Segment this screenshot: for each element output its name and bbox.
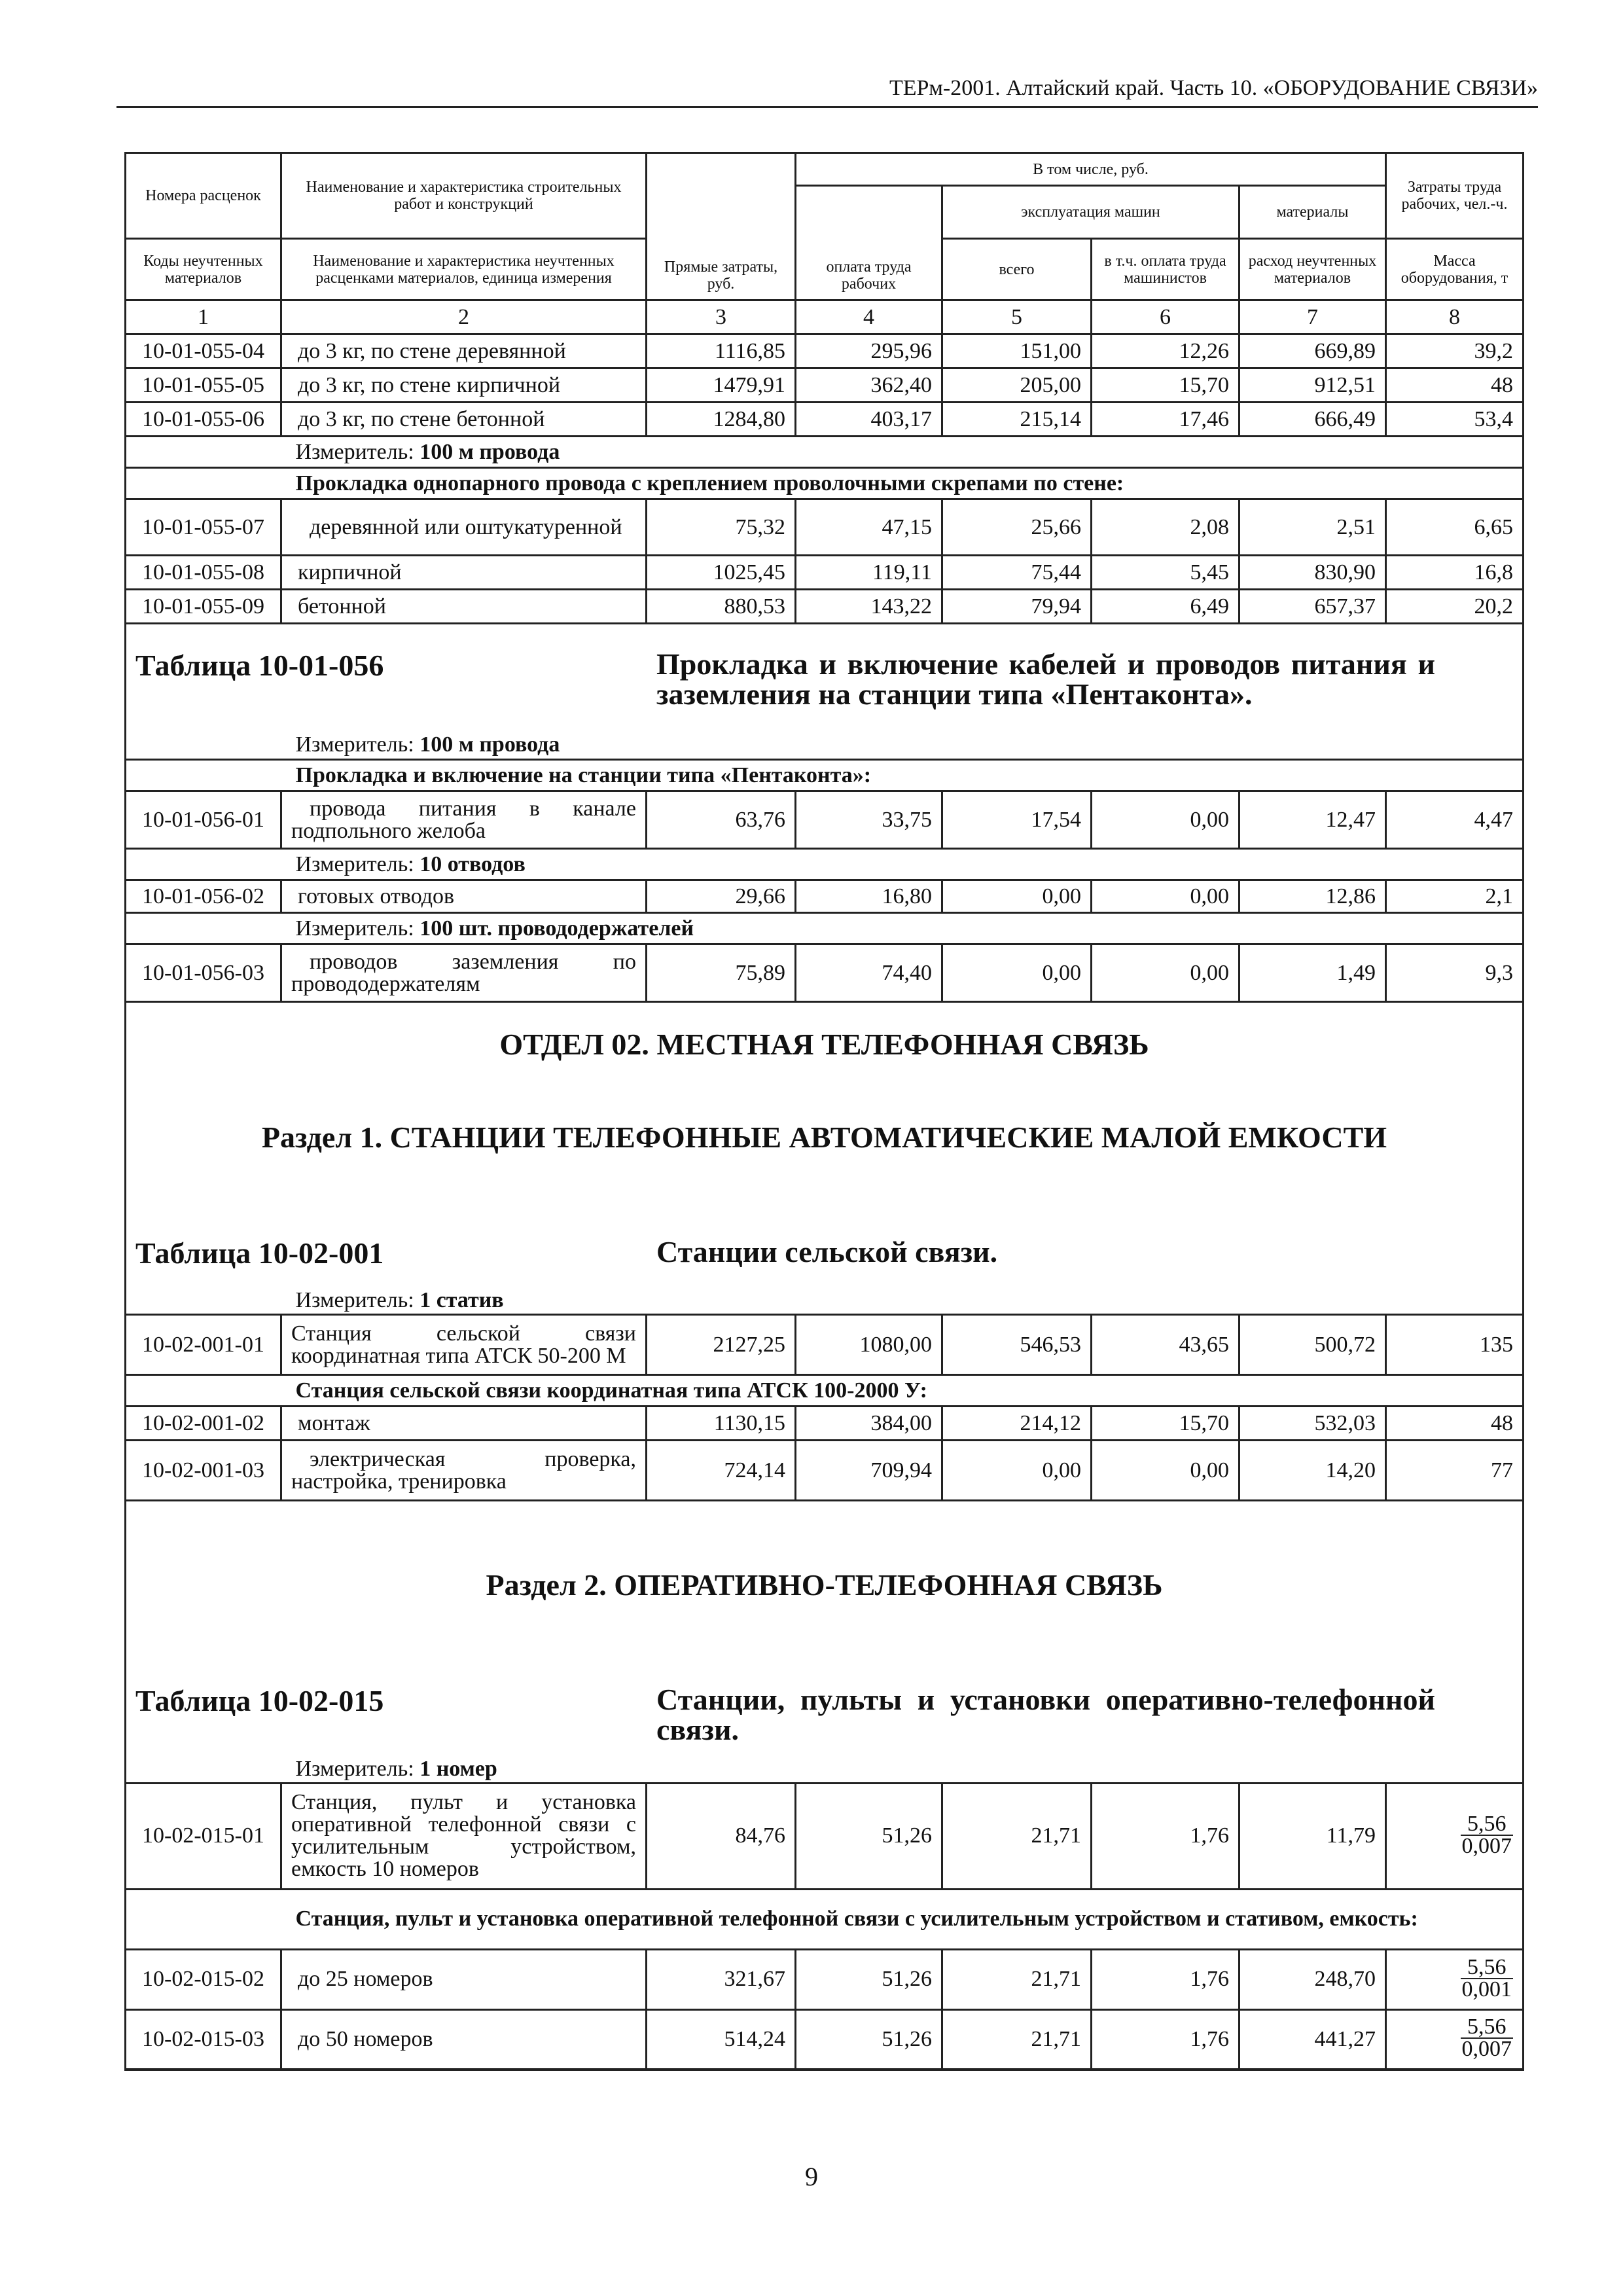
machines-total: 21,71	[942, 1783, 1092, 1889]
machinists-pay: 1,76	[1092, 1949, 1240, 2009]
table-row	[126, 556, 1524, 590]
labor-hours: 5,56	[1461, 2017, 1514, 2039]
labor-pay: 1080,00	[796, 1315, 942, 1375]
materials: 11,79	[1240, 1783, 1386, 1889]
rate-code: 10-02-015-01	[126, 1783, 281, 1889]
col-number: 8	[1386, 300, 1524, 334]
direct-cost: 1479,91	[647, 368, 796, 403]
table-row	[126, 1949, 1524, 2009]
machinists-pay: 15,70	[1092, 1407, 1240, 1441]
col-header-machines: эксплуатация машин	[942, 186, 1240, 239]
direct-cost: 75,32	[647, 499, 796, 556]
col-header-name2: Наименование и характеристика неучтенных расценками материалов, единица измерения	[281, 239, 647, 300]
table-row	[126, 1441, 1524, 1501]
price-table	[124, 152, 1524, 2071]
section-heading-cell	[126, 1501, 1524, 1757]
direct-cost: 84,76	[647, 1783, 796, 1889]
table-row	[126, 334, 1524, 368]
labor-hours: 4,47	[1386, 791, 1524, 849]
group-row	[126, 468, 1524, 499]
table-row	[126, 403, 1524, 437]
meter-row	[126, 913, 1524, 944]
table-row	[126, 791, 1524, 849]
machinists-pay: 0,00	[1092, 791, 1240, 849]
machinists-pay: 0,00	[1092, 944, 1240, 1002]
machinists-pay: 12,26	[1092, 334, 1240, 368]
empty-cell	[126, 913, 281, 944]
empty-cell	[126, 468, 281, 499]
rate-name: Станция сельской связи координатная типа АТСК 50-200 М	[281, 1315, 647, 1375]
machines-total: 17,54	[942, 791, 1092, 849]
machinists-pay: 5,45	[1092, 556, 1240, 590]
meter-value: 1 номер	[419, 1757, 497, 1782]
direct-cost: 1284,80	[647, 403, 796, 437]
group-row	[126, 760, 1524, 791]
rate-code: 10-01-056-03	[126, 944, 281, 1002]
rate-name: до 50 номеров	[281, 2009, 647, 2070]
col-header-labor: оплата труда рабочих	[796, 186, 942, 300]
rate-code: 10-01-056-01	[126, 791, 281, 849]
meter-row	[126, 1287, 1524, 1315]
rate-code: 10-01-055-06	[126, 403, 281, 437]
rate-code: 10-02-015-03	[126, 2009, 281, 2070]
meter-row	[126, 849, 1524, 880]
rate-name: электрическая проверка, настройка, тренировка	[281, 1441, 647, 1501]
col-header-mass: Масса оборудования, т	[1386, 239, 1524, 300]
rate-name: кирпичной	[281, 556, 647, 590]
labor-pay: 74,40	[796, 944, 942, 1002]
labor-hours: 5,56	[1461, 1957, 1514, 1979]
materials: 14,20	[1240, 1441, 1386, 1501]
rate-code: 10-02-001-01	[126, 1315, 281, 1375]
machines-total: 214,12	[942, 1407, 1092, 1441]
meter-row	[126, 1757, 1524, 1783]
meter-text	[281, 437, 1524, 468]
empty-cell	[126, 437, 281, 468]
rate-code: 10-01-055-08	[126, 556, 281, 590]
rate-name: провода питания в канале подпольного желоба	[281, 791, 647, 849]
direct-cost: 880,53	[647, 590, 796, 624]
empty-cell	[126, 760, 281, 791]
machines-total: 0,00	[942, 880, 1092, 913]
table-heading-cell	[126, 624, 1524, 731]
rate-name: до 3 кг, по стене кирпичной	[281, 368, 647, 403]
meter-text	[281, 731, 1524, 760]
empty-cell	[126, 731, 281, 760]
rate-name: до 25 номеров	[281, 1949, 647, 2009]
rate-name: монтаж	[281, 1407, 647, 1441]
materials: 666,49	[1240, 403, 1386, 437]
labor-hours: 48	[1386, 1407, 1524, 1441]
empty-cell	[126, 1889, 281, 1949]
group-heading: Прокладка и включение на станции типа «Пентаконта»:	[281, 760, 1524, 791]
col-header-total: всего	[942, 239, 1092, 300]
meter-label: Измеритель:	[295, 1287, 414, 1312]
group-heading: Станция сельской связи координатная типа АТСК 100-2000 У:	[281, 1375, 1524, 1407]
rate-code: 10-02-001-03	[126, 1441, 281, 1501]
direct-cost: 514,24	[647, 2009, 796, 2070]
col-header-labor-cost: Затраты труда рабочих, чел.-ч.	[1386, 153, 1524, 239]
direct-cost: 724,14	[647, 1441, 796, 1501]
machines-total: 25,66	[942, 499, 1092, 556]
labor-hours: 77	[1386, 1441, 1524, 1501]
labor-mass-fraction	[1386, 1949, 1524, 2009]
empty-cell	[126, 1287, 281, 1315]
table-row	[126, 368, 1524, 403]
col-number: 2	[281, 300, 647, 334]
labor-pay: 47,15	[796, 499, 942, 556]
labor-hours: 5,56	[1461, 1814, 1514, 1836]
table-title: Станции, пульты и установки оперативно-телефонной связи.	[656, 1683, 1435, 1746]
labor-pay: 51,26	[796, 2009, 942, 2070]
equipment-mass: 0,001	[1461, 1977, 1512, 2001]
materials: 12,47	[1240, 791, 1386, 849]
rate-code: 10-02-001-02	[126, 1407, 281, 1441]
rate-code: 10-01-055-07	[126, 499, 281, 556]
group-row	[126, 1889, 1524, 1949]
equipment-mass: 0,007	[1461, 1833, 1512, 1858]
direct-cost: 321,67	[647, 1949, 796, 2009]
col-header-code: Номера расценок	[126, 153, 281, 239]
meter-value: 100 м провода	[419, 732, 560, 757]
machinists-pay: 15,70	[1092, 368, 1240, 403]
rate-code: 10-01-056-02	[126, 880, 281, 913]
table-heading	[135, 1237, 1513, 1276]
labor-pay: 709,94	[796, 1441, 942, 1501]
rate-name: Станция, пульт и установка оперативной телефонной связи с усилительным устройством, емкость 10 номеров	[281, 1783, 647, 1889]
machines-total: 151,00	[942, 334, 1092, 368]
table-row	[126, 590, 1524, 624]
machines-total: 546,53	[942, 1315, 1092, 1375]
group-heading: Прокладка однопарного провода с креплением проволочными скрепами по стене:	[281, 468, 1524, 499]
fraction	[1461, 1811, 1514, 1858]
rate-name: проводов заземления по провододержателям	[281, 944, 647, 1002]
page-number: 9	[805, 2162, 818, 2191]
direct-cost: 29,66	[647, 880, 796, 913]
machines-total: 21,71	[942, 1949, 1092, 2009]
materials: 830,90	[1240, 556, 1386, 590]
table-row	[126, 1407, 1524, 1441]
machines-total: 215,14	[942, 403, 1092, 437]
meter-text	[281, 1287, 1524, 1315]
machines-total: 205,00	[942, 368, 1092, 403]
meter-label: Измеритель:	[295, 916, 414, 941]
col-header-incl: В том числе, руб.	[796, 153, 1386, 186]
direct-cost: 1130,15	[647, 1407, 796, 1441]
col-number: 3	[647, 300, 796, 334]
table-heading	[135, 1685, 1513, 1757]
meter-row	[126, 437, 1524, 468]
col-header-unaccounted: расход неучтенных материалов	[1240, 239, 1386, 300]
empty-cell	[126, 849, 281, 880]
rate-name: деревянной или оштукатуренной	[281, 499, 647, 556]
col-header-materials: материалы	[1240, 186, 1386, 239]
table-heading-row	[126, 624, 1524, 731]
table-title: Станции сельской связи.	[656, 1235, 998, 1268]
rate-name: до 3 кг, по стене бетонной	[281, 403, 647, 437]
labor-pay: 33,75	[796, 791, 942, 849]
rate-code: 10-01-055-05	[126, 368, 281, 403]
labor-hours: 16,8	[1386, 556, 1524, 590]
machines-total: 21,71	[942, 2009, 1092, 2070]
equipment-mass: 0,007	[1461, 2037, 1512, 2062]
materials: 248,70	[1240, 1949, 1386, 2009]
group-row	[126, 1375, 1524, 1407]
rate-code: 10-01-055-04	[126, 334, 281, 368]
meter-value: 10 отводов	[419, 852, 526, 876]
meter-label: Измеритель:	[295, 1757, 414, 1782]
fraction	[1461, 2017, 1514, 2060]
direct-cost: 1025,45	[647, 556, 796, 590]
meter-row	[126, 731, 1524, 760]
meter-text	[281, 913, 1524, 944]
direct-cost: 63,76	[647, 791, 796, 849]
rate-code: 10-02-015-02	[126, 1949, 281, 2009]
table-row	[126, 944, 1524, 1002]
table-number: Таблица 10-02-001	[135, 1236, 384, 1270]
section-heading-row	[126, 1002, 1524, 1287]
section-heading-cell	[126, 1002, 1524, 1287]
section-heading-row	[126, 1501, 1524, 1757]
labor-pay: 384,00	[796, 1407, 942, 1441]
materials: 532,03	[1240, 1407, 1386, 1441]
machines-total: 75,44	[942, 556, 1092, 590]
materials: 12,86	[1240, 880, 1386, 913]
meter-text	[281, 1757, 1524, 1783]
direct-cost: 75,89	[647, 944, 796, 1002]
running-header: ТЕРм-2001. Алтайский край. Часть 10. «ОБОРУДОВАНИЕ СВЯЗИ»	[116, 73, 1538, 108]
table-title: Прокладка и включение кабелей и проводов питания и заземления на станции типа «Пентаконта».	[656, 647, 1435, 711]
labor-hours: 39,2	[1386, 334, 1524, 368]
labor-hours: 6,65	[1386, 499, 1524, 556]
materials: 500,72	[1240, 1315, 1386, 1375]
table-row	[126, 1783, 1524, 1889]
col-number: 6	[1092, 300, 1240, 334]
labor-hours: 2,1	[1386, 880, 1524, 913]
labor-mass-fraction	[1386, 2009, 1524, 2070]
table-row	[126, 1315, 1524, 1375]
labor-pay: 16,80	[796, 880, 942, 913]
table-row	[126, 880, 1524, 913]
rate-code: 10-01-055-09	[126, 590, 281, 624]
labor-hours: 135	[1386, 1315, 1524, 1375]
materials: 912,51	[1240, 368, 1386, 403]
labor-pay: 143,22	[796, 590, 942, 624]
materials: 1,49	[1240, 944, 1386, 1002]
materials: 657,37	[1240, 590, 1386, 624]
materials: 441,27	[1240, 2009, 1386, 2070]
labor-pay: 295,96	[796, 334, 942, 368]
labor-hours: 53,4	[1386, 403, 1524, 437]
col-number: 1	[126, 300, 281, 334]
machinists-pay: 0,00	[1092, 1441, 1240, 1501]
rate-name: готовых отводов	[281, 880, 647, 913]
meter-label: Измеритель:	[295, 732, 414, 757]
machinists-pay: 17,46	[1092, 403, 1240, 437]
table-number: Таблица 10-02-015	[135, 1684, 384, 1717]
col-number: 4	[796, 300, 942, 334]
meter-label: Измеритель:	[295, 439, 414, 464]
labor-hours: 48	[1386, 368, 1524, 403]
col-header-direct: Прямые затраты, руб.	[647, 153, 796, 300]
machinists-pay: 43,65	[1092, 1315, 1240, 1375]
empty-cell	[126, 1375, 281, 1407]
machines-total: 0,00	[942, 1441, 1092, 1501]
direct-cost: 1116,85	[647, 334, 796, 368]
machinists-pay: 1,76	[1092, 2009, 1240, 2070]
col-header-name: Наименование и характеристика строительных работ и конструкций	[281, 153, 647, 239]
meter-text	[281, 849, 1524, 880]
col-header-code2: Коды неучтенных материалов	[126, 239, 281, 300]
direct-cost: 2127,25	[647, 1315, 796, 1375]
col-header-machinists: в т.ч. оплата труда машинистов	[1092, 239, 1240, 300]
table-number: Таблица 10-01-056	[135, 649, 384, 682]
machines-total: 0,00	[942, 944, 1092, 1002]
section-title: Раздел 1. СТАНЦИИ ТЕЛЕФОННЫЕ АВТОМАТИЧЕСКИЕ МАЛОЙ ЕМКОСТИ	[261, 1121, 1387, 1154]
labor-mass-fraction	[1386, 1783, 1524, 1889]
table-row	[126, 2009, 1524, 2070]
machinists-pay: 6,49	[1092, 590, 1240, 624]
table-heading	[135, 649, 1513, 726]
rate-name: до 3 кг, по стене деревянной	[281, 334, 647, 368]
materials: 2,51	[1240, 499, 1386, 556]
machinists-pay: 1,76	[1092, 1783, 1240, 1889]
table-row	[126, 499, 1524, 556]
machinists-pay: 0,00	[1092, 880, 1240, 913]
materials: 669,89	[1240, 334, 1386, 368]
labor-pay: 362,40	[796, 368, 942, 403]
machines-total: 79,94	[942, 590, 1092, 624]
meter-value: 100 м провода	[419, 439, 560, 464]
labor-hours: 20,2	[1386, 590, 1524, 624]
col-number: 5	[942, 300, 1092, 334]
labor-hours: 9,3	[1386, 944, 1524, 1002]
meter-value: 1 статив	[419, 1287, 504, 1312]
labor-pay: 51,26	[796, 1949, 942, 2009]
division-title: ОТДЕЛ 02. МЕСТНАЯ ТЕЛЕФОННАЯ СВЯЗЬ	[499, 1028, 1149, 1061]
machinists-pay: 2,08	[1092, 499, 1240, 556]
meter-label: Измеритель:	[295, 852, 414, 876]
section-title: Раздел 2. ОПЕРАТИВНО-ТЕЛЕФОННАЯ СВЯЗЬ	[486, 1568, 1163, 1602]
col-number: 7	[1240, 300, 1386, 334]
labor-pay: 403,17	[796, 403, 942, 437]
rate-name: бетонной	[281, 590, 647, 624]
group-heading: Станция, пульт и установка оперативной телефонной связи с усилительным устройством и стативом, емкость:	[281, 1889, 1524, 1949]
labor-pay: 51,26	[796, 1783, 942, 1889]
meter-value: 100 шт. провододержателей	[419, 916, 694, 941]
fraction	[1461, 1954, 1514, 2001]
labor-pay: 119,11	[796, 556, 942, 590]
empty-cell	[126, 1757, 281, 1783]
